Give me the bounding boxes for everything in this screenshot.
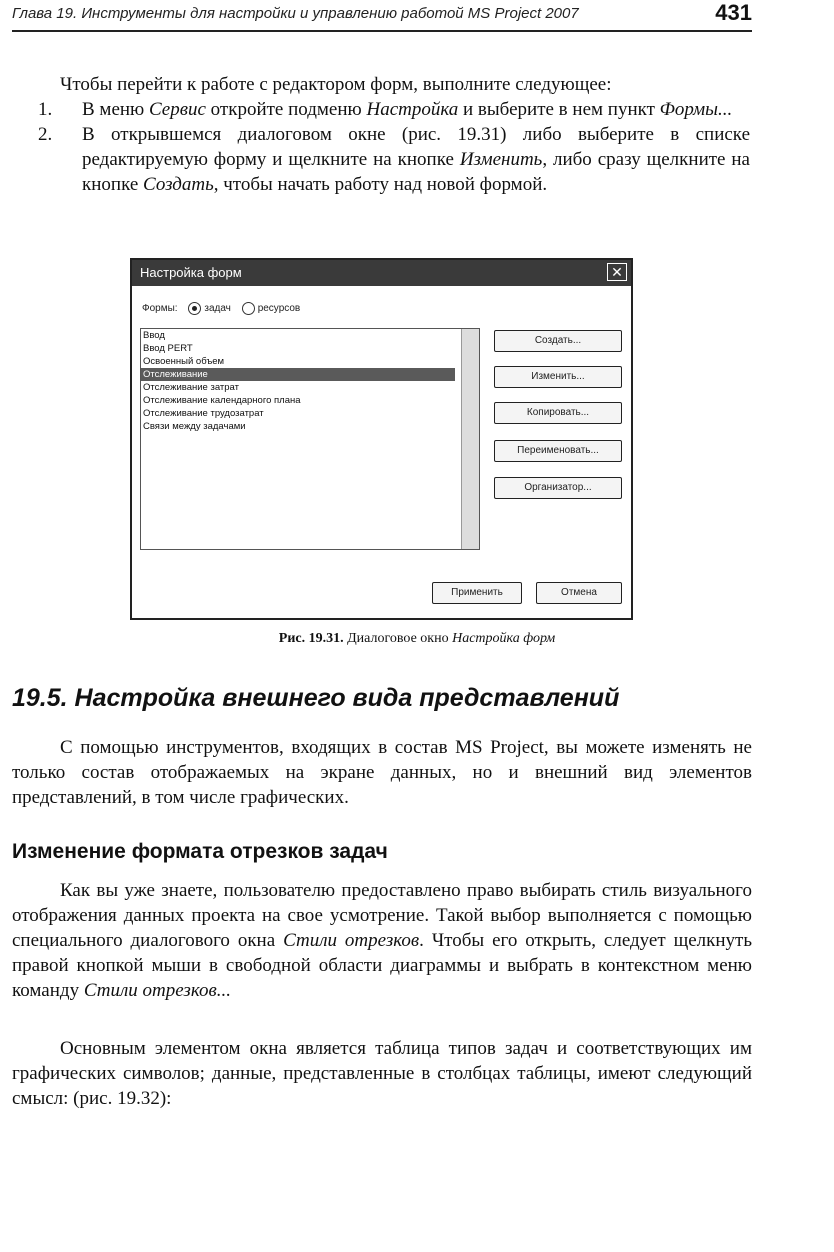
forms-listbox[interactable] <box>140 328 480 550</box>
copy-button[interactable]: Копировать... <box>494 402 622 424</box>
section-heading: 19.5. Настройка внешнего вида представлений <box>12 684 620 712</box>
step-text: , либо сразу щелкните на кнопке <box>82 149 750 195</box>
radio-resources-label[interactable]: ресурсов <box>257 303 301 315</box>
edit-button[interactable]: Изменить... <box>494 366 622 388</box>
step-text: В меню <box>82 99 149 120</box>
create-button[interactable]: Создать... <box>494 330 622 352</box>
paragraph-text: Как вы уже знаете, пользователю предоставлено право выбирать стиль визуального отображения данных проекта на свое усмотрение. Такой выбор выполняется с помощью специального диалогового окна <box>12 880 752 951</box>
list-item[interactable]: Отслеживание трудозатрат <box>143 408 264 419</box>
dialog-title: Настройка форм <box>140 265 242 280</box>
body-paragraph: Основным элементом окна является таблица типов задач и соответствующих им графических символов; данные, представленные в столбцах таблицы, имеют следующий смысл: (рис. 19.32): <box>12 1038 752 1109</box>
customize-forms-dialog <box>130 258 633 620</box>
forms-type-row <box>142 302 300 315</box>
page-number: 431 <box>715 0 752 25</box>
list-item[interactable]: Отслеживание календарного плана <box>143 395 301 406</box>
paragraph-text: . Чтобы его открыть, следует щелкнуть правой кнопкой мыши в свободной области диаграммы и выбрать в контекстном меню команду <box>12 930 752 1001</box>
step-text: , чтобы начать работу над новой формой. <box>213 174 548 195</box>
submenu-name: Настройка <box>366 99 459 120</box>
dialog-titlebar <box>132 260 631 286</box>
close-icon[interactable]: ✕ <box>607 263 627 281</box>
list-item <box>38 122 750 197</box>
list-item-selected[interactable]: Отслеживание <box>141 368 455 381</box>
list-item[interactable]: Связи между задачами <box>143 421 246 432</box>
radio-resources[interactable] <box>242 302 255 315</box>
steps-list <box>38 97 750 197</box>
section-paragraph: С помощью инструментов, входящих в состав MS Project, вы можете изменять не только состав отображаемых на экране данных, но и внешний вид элементов представлений, в том числе графических. <box>12 737 752 808</box>
cancel-button[interactable]: Отмена <box>536 582 622 604</box>
menu-item-name: Формы... <box>659 99 733 120</box>
caption-italic: Настройка форм <box>452 631 556 646</box>
dialog-name: Стили отрезков <box>283 930 420 951</box>
apply-button[interactable]: Применить <box>432 582 522 604</box>
radio-tasks[interactable] <box>188 302 201 315</box>
listbox-scrollbar[interactable] <box>461 329 479 549</box>
subsection-heading: Изменение формата отрезков задач <box>12 840 388 863</box>
page-header <box>12 0 752 38</box>
step-text: откройте подменю <box>205 99 367 120</box>
list-item <box>38 97 750 122</box>
intro-text: Чтобы перейти к работе с редактором форм, выполните следующее: <box>60 74 612 95</box>
step-text: В открывшемся диалоговом окне (рис. 19.31) либо выберите в списке редактируемую форму и щелкните на кнопке <box>82 124 750 170</box>
button-name: Изменить <box>459 149 543 170</box>
list-item[interactable]: Отслеживание затрат <box>143 382 239 393</box>
caption-label: Рис. 19.31. <box>278 631 344 646</box>
step-number: 1. <box>38 99 53 120</box>
figure-caption <box>0 631 834 647</box>
forms-label: Формы: <box>142 303 178 315</box>
command-name: Стили отрезков... <box>83 980 232 1001</box>
caption-text: Диалоговое окно <box>343 631 453 646</box>
body-paragraph <box>12 878 752 1003</box>
header-rule <box>12 30 752 32</box>
rename-button[interactable]: Переименовать... <box>494 440 622 462</box>
list-item[interactable]: Ввод <box>143 330 165 341</box>
list-item[interactable]: Ввод PERT <box>143 343 193 354</box>
organizer-button[interactable]: Организатор... <box>494 477 622 499</box>
menu-name: Сервис <box>149 99 206 120</box>
step-number: 2. <box>38 124 53 145</box>
list-item[interactable]: Освоенный объем <box>143 356 225 367</box>
step-text: и выберите в нем пункт <box>458 99 660 120</box>
button-name: Создать <box>143 174 214 195</box>
running-title: Глава 19. Инструменты для настройки и управлению работой MS Project 2007 <box>12 5 579 22</box>
radio-tasks-label[interactable]: задач <box>204 303 231 315</box>
